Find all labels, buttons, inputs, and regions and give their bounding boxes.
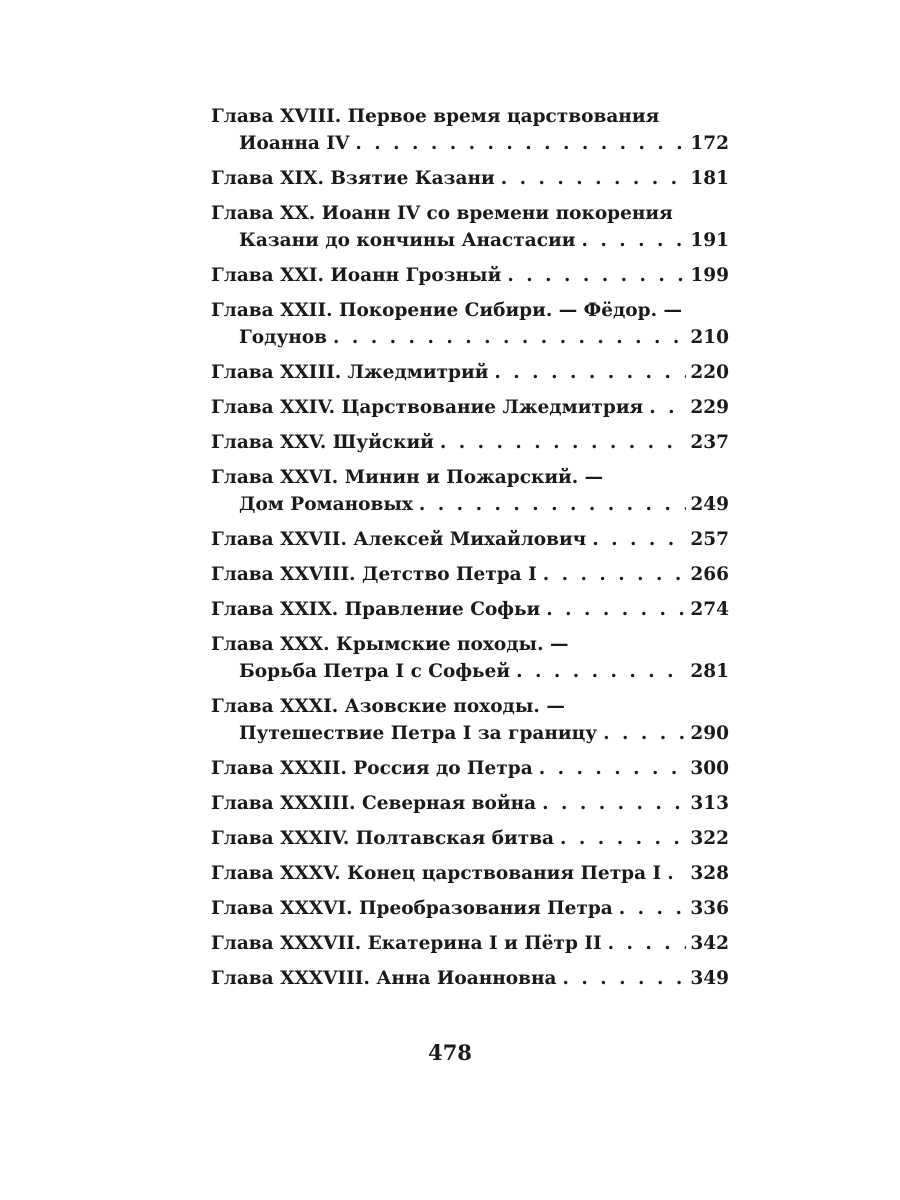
toc-entry-page-number: 342 [690,933,729,954]
dot-leader [649,394,686,421]
toc-entry-title: Глава XXVI. Минин и Пожарский. — [211,467,604,488]
toc-entry-title: Глава XXVIII. Детство Петра I [211,564,537,585]
toc-entry-title: Глава XXII. Покорение Сибири. — Фёдор. — [211,300,682,321]
dot-leader [501,165,687,192]
toc-entry [211,464,729,518]
toc-entry-title: Глава XXXII. Россия до Петра [211,758,533,779]
toc-entry-title-line [211,526,729,553]
dot-leader [560,825,686,852]
dot-leader [667,860,686,887]
toc-entry-title: Глава XIX. Взятие Казани [211,168,495,189]
toc-entry [211,965,729,992]
toc-entry-page-number: 172 [690,133,729,154]
toc-entry [211,825,729,852]
toc-entry [211,103,729,157]
toc-entry [211,526,729,553]
dot-leader [516,658,686,685]
toc-entry-title: Глава XXIV. Царствование Лжедмитрия [211,397,644,418]
toc-entry-continuation-line [211,130,729,157]
toc-entry-continuation-line [211,227,729,254]
toc-entry-page-number: 300 [690,758,729,779]
dot-leader [543,561,687,588]
toc-entry-title: Глава XXXIV. Полтавская битва [211,828,555,849]
toc-entry-title: Глава XXXV. Конец царствования Петра I [211,863,662,884]
toc-entry-title-line [211,930,729,957]
toc-entry-page-number: 266 [690,564,729,585]
dot-leader [603,720,686,747]
dot-leader [542,790,686,817]
toc-entry [211,860,729,887]
toc-entry [211,262,729,289]
dot-leader [608,930,687,957]
toc-entry-page-number: 274 [690,599,729,620]
toc-entry-page-number: 290 [690,723,729,744]
dot-leader [563,965,687,992]
toc-entry [211,895,729,922]
toc-entry [211,429,729,456]
toc-entry-page-number: 181 [690,168,729,189]
toc-entry-continuation-line [211,324,729,351]
toc-entry-title-line [211,825,729,852]
toc-entry [211,596,729,623]
dot-leader [507,262,686,289]
toc-entry-page-number: 210 [690,327,729,348]
toc-entry-title: Годунов [239,327,328,348]
toc-entry-title-line [211,297,729,324]
toc-entry-title-line [211,693,729,720]
toc-entry [211,165,729,192]
toc-entry [211,297,729,351]
toc-entry-title: Глава XXXVII. Екатерина I и Пётр II [211,933,602,954]
toc-entry-title: Глава XXVII. Алексей Михайлович [211,529,587,550]
toc-entry-page-number: 249 [690,494,729,515]
toc-entry-title: Путешествие Петра I за границу [239,723,598,744]
toc-entry-title-line [211,860,729,887]
toc-entry-page-number: 199 [690,265,729,286]
toc-entry-title: Глава XXXI. Азовские походы. — [211,696,565,717]
toc-entry-continuation-line [211,720,729,747]
toc-entry-title-line [211,965,729,992]
toc-entry-title-line [211,262,729,289]
toc-entry [211,930,729,957]
toc-entry-title: Иоанна IV [239,133,350,154]
toc-entry-page-number: 281 [690,661,729,682]
toc-entry-title-line [211,394,729,421]
toc-entry-page-number: 220 [690,362,729,383]
dot-leader [539,755,687,782]
page-number: 478 [428,1040,472,1065]
toc-entry-title: Глава XXXVI. Преобразования Петра [211,898,613,919]
toc-entry [211,755,729,782]
toc-entry [211,693,729,747]
toc-entry-title-line [211,359,729,386]
toc-entry-title-line [211,464,729,491]
toc-entry-title: Дом Романовых [239,494,413,515]
toc-entry-page-number: 313 [690,793,729,814]
toc-entry-page-number: 229 [690,397,729,418]
toc-entry-page-number: 336 [690,898,729,919]
toc-entry-title: Глава XXIX. Правление Софьи [211,599,541,620]
toc-entry-title: Глава XXXIII. Северная война [211,793,537,814]
toc-entry-title: Глава XXI. Иоанн Грозный [211,265,502,286]
toc-entry-title: Глава XXX. Крымские походы. — [211,634,569,655]
dot-leader [333,324,686,351]
toc-entry-title: Глава XXV. Шуйский [211,432,434,453]
dot-leader [592,526,686,553]
toc-entry [211,631,729,685]
toc-entry-page-number: 349 [690,968,729,989]
toc-entry-page-number: 191 [690,230,729,251]
toc-entry-title: Глава XXIII. Лжедмитрий [211,362,489,383]
toc-entry-page-number: 257 [690,529,729,550]
dot-leader [419,491,686,518]
toc-entry [211,394,729,421]
toc-entry-continuation-line [211,491,729,518]
toc-entry-title-line [211,755,729,782]
toc-entry-title-line [211,790,729,817]
toc-entry-title-line [211,103,729,130]
toc-entry-page-number: 237 [690,432,729,453]
toc-entry-page-number: 322 [690,828,729,849]
toc-entry [211,359,729,386]
toc-entry-title: Борьба Петра I с Софьей [239,661,511,682]
dot-leader [355,130,686,157]
toc-entry-title-line [211,200,729,227]
toc-entry [211,200,729,254]
dot-leader [440,429,686,456]
toc-entry-page-number: 328 [690,863,729,884]
toc-entry-continuation-line [211,658,729,685]
toc-entry-title: Казани до кончины Анастасии [239,230,576,251]
toc-entry-title-line [211,596,729,623]
toc-entry-title: Глава XXXVIII. Анна Иоанновна [211,968,557,989]
toc-entry-title-line [211,429,729,456]
dot-leader [494,359,686,386]
toc-entry-title-line [211,631,729,658]
dot-leader [581,227,686,254]
toc-entry [211,790,729,817]
toc-entry [211,561,729,588]
toc-entry-title-line [211,895,729,922]
table-of-contents [211,103,729,1000]
dot-leader [546,596,686,623]
dot-leader [619,895,687,922]
toc-entry-title-line [211,561,729,588]
toc-entry-title: Глава XVIII. Первое время царствования [211,106,660,127]
toc-entry-title-line [211,165,729,192]
toc-entry-title: Глава XX. Иоанн IV со времени покорения [211,203,673,224]
